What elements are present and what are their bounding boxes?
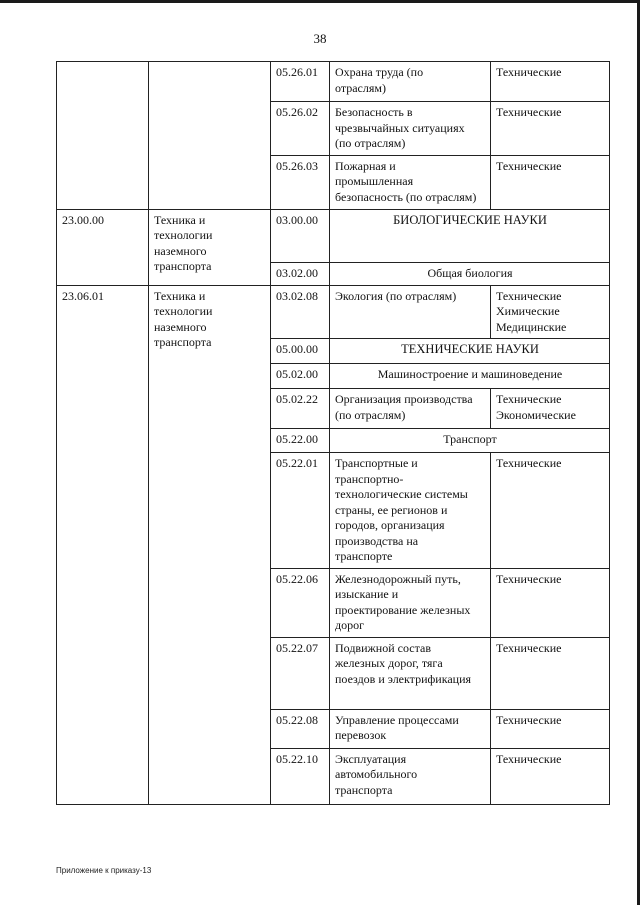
group-code: 23.06.01 — [57, 285, 149, 804]
cell-text-line: Технические — [496, 392, 562, 406]
cell-text-line: Медицинские — [496, 319, 567, 334]
cell-text-line: технологические системы — [335, 487, 468, 501]
specialty-name — [330, 748, 491, 804]
cell-text-line: Технические — [496, 158, 562, 173]
cell-text-line: технологии — [154, 304, 213, 318]
cell-text-line: Техника и — [154, 212, 206, 227]
cell-text-line: автомобильного — [335, 767, 418, 781]
cell-text-line: Управление процессами — [335, 712, 459, 727]
scan-edge-top — [0, 0, 640, 3]
specialty-name — [330, 709, 491, 748]
subsection-title: Общая биология — [330, 262, 610, 285]
cell-text-line: дорог — [335, 618, 365, 632]
specialty-code: 05.02.22 — [271, 389, 330, 429]
cell-text-line: Технические — [496, 65, 562, 79]
table-row — [57, 209, 610, 262]
cell-text-line: Железнодорожный путь, — [335, 571, 461, 586]
cell-text-line: Пожарная и — [335, 158, 396, 173]
specialty-code: 05.26.03 — [271, 155, 330, 209]
section-code: 05.02.00 — [271, 364, 330, 389]
page-number: 38 — [313, 31, 327, 46]
section-code: 05.22.00 — [271, 429, 330, 453]
cell-text-line: Экономические — [496, 407, 576, 422]
cell-text-line: Эксплуатация — [335, 751, 407, 766]
cell-text-line: Подвижной состав — [335, 640, 431, 655]
cell-text-line: Технические — [496, 571, 562, 586]
specialty-name — [330, 637, 491, 709]
cell-text-line: Организация производства — [335, 392, 473, 406]
cell-text-line: Химические — [496, 304, 560, 318]
specialty-name — [330, 155, 491, 209]
cell-text-line: транспорте — [335, 549, 393, 563]
group-name-cell — [149, 62, 271, 210]
specialty-code: 05.22.07 — [271, 637, 330, 709]
specialty-name — [330, 389, 491, 429]
cell-text-line: городов, организация — [335, 518, 445, 532]
group-name — [149, 285, 271, 804]
subsection-title: Машиностроение и машиноведение — [330, 364, 610, 389]
cell-text-line: чрезвычайных ситуациях — [335, 120, 465, 135]
section-title: ТЕХНИЧЕСКИЕ НАУКИ — [330, 339, 610, 364]
section-code: 05.00.00 — [271, 339, 330, 364]
cell-text-line: Техника и — [154, 288, 206, 303]
cell-text-line: Технические — [496, 712, 562, 727]
specialty-name — [330, 62, 491, 102]
specialty-code: 05.22.06 — [271, 568, 330, 637]
cell-text-line: (по отраслям) — [335, 136, 406, 150]
cell-text-line: производства на — [335, 533, 419, 548]
cell-text-line: технологии — [154, 228, 213, 242]
science-branch — [491, 709, 610, 748]
science-branch — [491, 389, 610, 429]
cell-text-line: транспорта — [335, 782, 393, 797]
section-title: БИОЛОГИЧЕСКИЕ НАУКИ — [330, 209, 610, 262]
cell-text-line: Охрана труда (по — [335, 65, 424, 79]
cell-text-line: поездов и электрификация — [335, 671, 472, 686]
science-branch — [491, 102, 610, 156]
section-code: 03.02.00 — [271, 262, 330, 285]
subsection-title: Транспорт — [330, 429, 610, 453]
specialty-name — [330, 453, 491, 569]
cell-text-line: транспортно- — [335, 471, 404, 486]
section-code: 03.00.00 — [271, 209, 330, 262]
specialty-code: 05.26.02 — [271, 102, 330, 156]
science-branch — [491, 453, 610, 569]
specialty-name — [330, 102, 491, 156]
science-branch — [491, 637, 610, 709]
cell-text-line: железных дорог, тяга — [335, 656, 443, 670]
cell-text-line: Экология (по отраслям) — [335, 288, 457, 303]
table-row — [57, 285, 610, 339]
specialty-code: 05.22.10 — [271, 748, 330, 804]
cell-text-line: промышленная — [335, 174, 414, 188]
specialty-code: 03.02.08 — [271, 285, 330, 339]
cell-text-line: Технические — [496, 105, 562, 119]
cell-text-line: перевозок — [335, 728, 387, 742]
specialty-name — [330, 285, 491, 339]
specialty-code: 05.22.08 — [271, 709, 330, 748]
cell-text-line: наземного — [154, 319, 207, 334]
table-row — [57, 62, 610, 102]
group-code: 23.00.00 — [57, 209, 149, 285]
specialty-name — [330, 568, 491, 637]
cell-text-line: отраслям) — [335, 80, 386, 95]
cell-text-line: Технические — [496, 640, 562, 655]
specialty-code: 05.22.01 — [271, 453, 330, 569]
cell-text-line: Безопасность в — [335, 105, 413, 119]
science-branch — [491, 568, 610, 637]
footer-note: Приложение к приказу-13 — [56, 866, 152, 875]
cell-text-line: Технические — [496, 288, 562, 303]
cell-text-line: безопасность (по отраслям) — [335, 189, 477, 204]
cell-text-line: Транспортные и — [335, 456, 418, 470]
cell-text-line: Технические — [496, 751, 562, 766]
cell-text-line: транспорта — [154, 335, 212, 349]
cell-text-line: транспорта — [154, 259, 212, 273]
cell-text-line: проектирование железных — [335, 602, 471, 617]
cell-text-line: Технические — [496, 456, 562, 470]
science-branch — [491, 155, 610, 209]
cell-text-line: страны, ее регионов и — [335, 502, 448, 517]
science-branch — [491, 285, 610, 339]
science-branch — [491, 62, 610, 102]
specialty-code: 05.26.01 — [271, 62, 330, 102]
group-name — [149, 209, 271, 285]
group-code-cell — [57, 62, 149, 210]
cell-text-line: наземного — [154, 243, 207, 258]
cell-text-line: (по отраслям) — [335, 407, 406, 422]
specialties-table — [56, 61, 610, 805]
cell-text-line: изыскание и — [335, 587, 399, 601]
science-branch — [491, 748, 610, 804]
